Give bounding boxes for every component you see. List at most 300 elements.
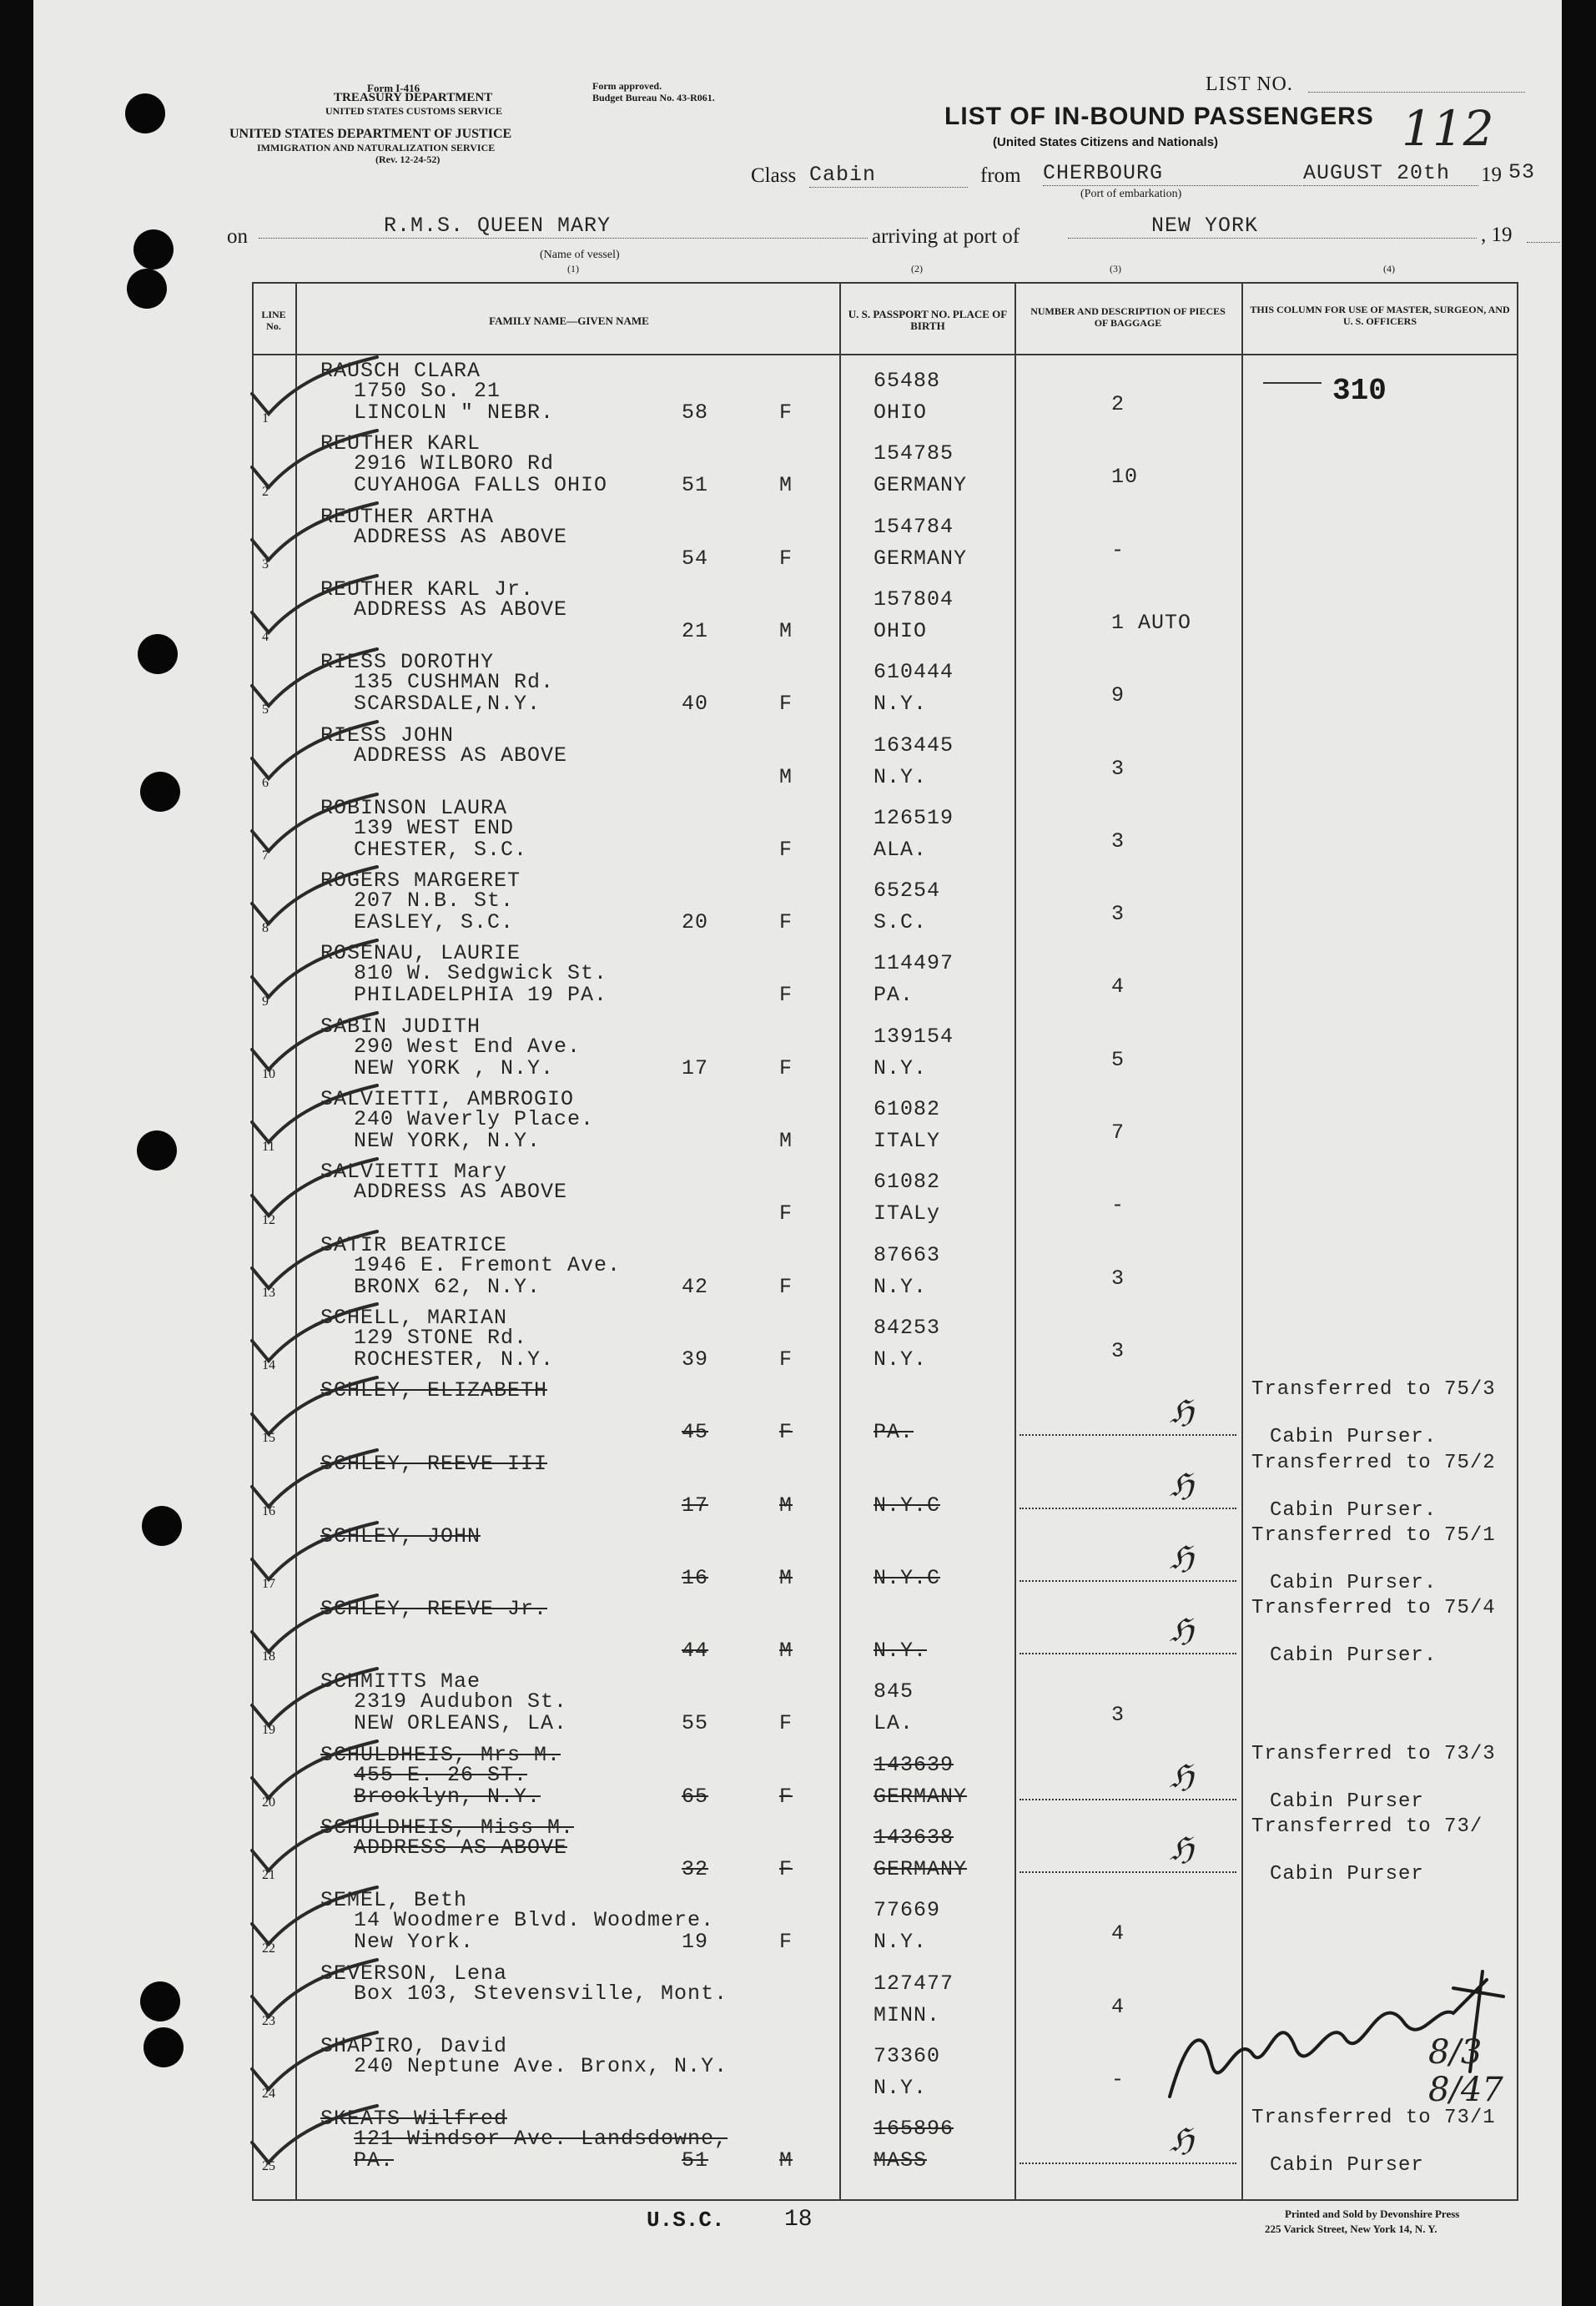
passenger-name: SABIN JUDITH [320, 1014, 481, 1039]
age: 21 [682, 618, 709, 643]
age: 55 [682, 1711, 709, 1736]
sex: F [779, 1347, 793, 1372]
line-number: 18 [262, 1649, 275, 1664]
initials-mark: ℌ [1170, 1757, 1194, 1795]
checkmark-icon [244, 425, 385, 492]
baggage: 3 [1111, 828, 1125, 853]
col4-marker: (4) [1383, 263, 1395, 274]
age: 39 [682, 1347, 709, 1372]
checkmark-icon [244, 1664, 385, 1730]
address-line-1: 290 West End Ave. [354, 1034, 582, 1059]
baggage: 4 [1111, 1921, 1125, 1946]
line-number: 25 [262, 2159, 275, 2174]
checkmark-icon [244, 644, 385, 711]
line-number: 11 [262, 1140, 275, 1155]
passport-number: 61082 [874, 1097, 941, 1121]
baggage: 10 [1111, 465, 1139, 490]
address-line-2: SCARSDALE,N.Y. [354, 692, 541, 717]
passenger-name: SCHULDHEIS, Mrs M. [320, 1742, 561, 1767]
address-line-1: 121 Windsor Ave. Landsdowne, [354, 2127, 728, 2152]
address-line-2: CUYAHOGA FALLS OHIO [354, 473, 608, 498]
on-label: on [227, 225, 248, 248]
date-value: AUGUST 20th [1303, 161, 1478, 186]
sex: F [779, 1420, 793, 1445]
sex: F [779, 1857, 793, 1881]
place-of-birth: N.Y.C [874, 1565, 941, 1590]
sex: F [779, 1711, 793, 1736]
address-line-2: BRONX 62, N.Y. [354, 1274, 541, 1299]
table-row [252, 1597, 1518, 1669]
address-line-1: ADDRESS AS ABOVE [354, 1180, 568, 1205]
place-of-birth: MASS [874, 2148, 928, 2173]
checkmark-icon [244, 2101, 385, 2168]
passenger-name: SALVIETTI Mary [320, 1160, 508, 1185]
passport-number: 114497 [874, 951, 954, 976]
address-line-2: CHESTER, S.C. [354, 837, 528, 862]
printer-line-2: 225 Varick Street, New York 14, N. Y. [1265, 2223, 1437, 2235]
table-row [252, 1452, 1518, 1524]
address-line-1: 135 CUSHMAN Rd. [354, 670, 555, 695]
struck-dotted-line [1020, 1508, 1236, 1509]
class-label: Class [751, 164, 797, 187]
checkmark-icon [244, 1008, 385, 1075]
age: 32 [682, 1857, 709, 1881]
year-prefix: 19 [1481, 164, 1502, 186]
checkmark-icon [244, 1955, 385, 2022]
checkmark-icon [244, 1809, 385, 1876]
line-number: 19 [262, 1722, 275, 1737]
table-row [252, 869, 1518, 941]
passenger-name: SKEATS Wilfred [320, 2107, 508, 2132]
passenger-name: SCHLEY, REEVE III [320, 1451, 548, 1476]
sex: F [779, 1201, 793, 1226]
transfer-note: Transferred to 73/1 [1251, 2107, 1496, 2130]
passenger-name: SHAPIRO, David [320, 2033, 508, 2058]
line-number: 20 [262, 1795, 275, 1810]
place-of-birth: S.C. [874, 910, 928, 935]
struck-dotted-line [1020, 1871, 1236, 1873]
col3-marker: (3) [1110, 263, 1121, 274]
line-number: 24 [262, 2087, 275, 2102]
address-line-2: NEW YORK , N.Y. [354, 1055, 555, 1080]
checkmark-icon [244, 1518, 385, 1584]
place-of-birth: N.Y. [874, 1274, 928, 1299]
sex: M [779, 1565, 793, 1590]
table-row [252, 1015, 1518, 1087]
table-row [252, 1524, 1518, 1597]
checkmark-icon [244, 1590, 385, 1657]
passenger-name: SEVERSON, Lena [320, 1961, 508, 1986]
table-row [252, 1160, 1518, 1232]
purser-note: Cabin Purser. [1270, 1644, 1437, 1668]
passport-number: 165896 [874, 2117, 954, 2142]
passenger-name: SATIR BEATRICE [320, 1232, 508, 1257]
place-of-birth: ITALY [874, 1129, 941, 1153]
table-row [252, 431, 1518, 504]
age: 58 [682, 400, 709, 425]
place-of-birth: OHIO [874, 618, 928, 643]
initials-mark: ℌ [1170, 1466, 1194, 1503]
year-value: 53 [1508, 160, 1536, 184]
table-row [252, 1087, 1518, 1160]
line-number: 3 [262, 556, 269, 571]
initials-mark: ℌ [1170, 2122, 1194, 2159]
place-of-birth: N.Y. [874, 764, 928, 789]
address-line-2: NEW ORLEANS, LA. [354, 1711, 568, 1736]
address-line-1: ADDRESS AS ABOVE [354, 597, 568, 622]
manifest-sheet [33, 0, 1562, 2306]
transfer-note: Transferred to 73/ [1251, 1815, 1483, 1838]
place-of-birth: GERMANY [874, 546, 968, 571]
arrival-port: NEW YORK [1068, 214, 1477, 239]
purser-note: Cabin Purser. [1270, 1498, 1437, 1522]
checkmark-icon [244, 1226, 385, 1293]
baggage: 3 [1111, 756, 1125, 781]
address-line-2: ROCHESTER, N.Y. [354, 1347, 555, 1372]
sex: F [779, 910, 793, 935]
sex: F [779, 546, 793, 571]
line-number: 22 [262, 1941, 275, 1956]
place-of-birth: GERMANY [874, 1784, 968, 1809]
passport-number: 87663 [874, 1242, 941, 1267]
checkmark-icon [244, 1882, 385, 1949]
passenger-name: REUTHER KARL Jr. [320, 576, 535, 602]
baggage: 1 AUTO [1111, 610, 1192, 635]
line-number: 1 [262, 411, 269, 426]
year2-label: , 19 [1481, 224, 1513, 246]
svg-text:8/3: 8/3 [1428, 2033, 1483, 2072]
passport-number: 154784 [874, 514, 954, 539]
address-line-1: 1946 E. Fremont Ave. [354, 1252, 622, 1277]
table-row [252, 1233, 1518, 1306]
list-no-label: LIST NO. [1206, 73, 1293, 95]
purser-note: Cabin Purser. [1270, 1572, 1437, 1595]
address-line-1: 2916 WILBORO Rd [354, 451, 555, 476]
passenger-name: REUTHER KARL [320, 431, 481, 456]
sex: M [779, 618, 793, 643]
passport-number: 139154 [874, 1024, 954, 1049]
address-line-2: LINCOLN " NEBR. [354, 400, 555, 425]
line-number: 17 [262, 1577, 275, 1592]
struck-dotted-line [1020, 2163, 1236, 2164]
sex: F [779, 1274, 793, 1299]
table-row [252, 1815, 1518, 1888]
sex: F [779, 983, 793, 1008]
table-row [252, 1743, 1518, 1815]
sex: M [779, 473, 793, 498]
transfer-note: Transferred to 75/1 [1251, 1523, 1496, 1547]
sex: F [779, 1055, 793, 1080]
passport-number: 65254 [874, 879, 941, 904]
checkmark-icon [244, 935, 385, 1002]
address-line-2: PA. [354, 2148, 395, 2173]
passport-number: 126519 [874, 805, 954, 830]
baggage: 3 [1111, 1266, 1125, 1291]
place-of-birth: GERMANY [874, 473, 968, 498]
age: 44 [682, 1639, 709, 1664]
address-line-1: 129 STONE Rd. [354, 1325, 528, 1350]
sex: M [779, 2148, 793, 2173]
baggage: 4 [1111, 974, 1125, 999]
address-line-1: ADDRESS AS ABOVE [354, 743, 568, 768]
punch-hole [140, 772, 180, 812]
checkmark-icon [244, 1154, 385, 1221]
baggage: - [1111, 1193, 1125, 1218]
passenger-name: ROSENAU, LAURIE [320, 941, 521, 966]
line-number: 21 [262, 1868, 275, 1883]
rev-label: (Rev. 12-24-52) [375, 154, 441, 165]
checkmark-icon [244, 498, 385, 565]
port-embark-note: (Port of embarkation) [1080, 188, 1182, 200]
purser-note: Cabin Purser [1270, 2154, 1424, 2178]
table-row [252, 796, 1518, 869]
vessel-note: (Name of vessel) [540, 249, 620, 261]
passenger-name: SCHMITTS Mae [320, 1669, 481, 1694]
line-number: 10 [262, 1066, 275, 1081]
address-line-1: 455 E. 26 ST. [354, 1762, 528, 1787]
passport-number: 143639 [874, 1752, 954, 1777]
punch-hole [142, 1506, 182, 1546]
sex: M [779, 1639, 793, 1664]
form-number: Form I-416 [367, 82, 420, 94]
struck-dotted-line [1020, 1580, 1236, 1582]
address-line-1: 810 W. Sedgwick St. [354, 961, 608, 986]
col-header-officers: THIS COLUMN FOR USE OF MASTER, SURGEON, AND U. S. OFFICERS [1250, 304, 1510, 327]
punch-hole [143, 2027, 184, 2067]
baggage: 7 [1111, 1120, 1125, 1145]
table-row [252, 723, 1518, 796]
table-row [252, 1888, 1518, 1961]
passenger-name: SCHLEY, ELIZABETH [320, 1378, 548, 1403]
place-of-birth: GERMANY [874, 1857, 968, 1881]
customs-label: UNITED STATES CUSTOMS SERVICE [325, 105, 502, 117]
passenger-name: RAUSCH CLARA [320, 359, 481, 383]
struck-dotted-line [1020, 1799, 1236, 1800]
age: 45 [682, 1420, 709, 1445]
passport-number: 143638 [874, 1825, 954, 1850]
address-line-1: 139 WEST END [354, 815, 515, 840]
age: 42 [682, 1274, 709, 1299]
vessel-col-no: (1) [567, 263, 579, 274]
address-line-1: 1750 So. 21 [354, 379, 501, 403]
place-of-birth: N.Y. [874, 692, 928, 717]
line-number: 2 [262, 484, 269, 499]
table-row [252, 1306, 1518, 1378]
address-line-2: NEW YORK, N.Y. [354, 1129, 541, 1153]
checkmark-icon [244, 1736, 385, 1803]
address-line-1: ADDRESS AS ABOVE [354, 524, 568, 549]
punch-hole [127, 269, 167, 309]
address-line-1: 2319 Audubon St. [354, 1689, 568, 1714]
sex: M [779, 1493, 793, 1518]
svg-text:8/47: 8/47 [1428, 2071, 1503, 2109]
age: 16 [682, 1565, 709, 1590]
passenger-name: ROBINSON LAURA [320, 795, 508, 820]
baggage: - [1111, 2067, 1125, 2092]
table-row [252, 650, 1518, 723]
table-row [252, 1669, 1518, 1742]
baggage: 3 [1111, 1703, 1125, 1728]
passenger-name: RIESS JOHN [320, 723, 455, 748]
age: 17 [682, 1493, 709, 1518]
treasury-label: TREASURY DEPARTMENT [334, 91, 493, 104]
justice-label: UNITED STATES DEPARTMENT OF JUSTICE [229, 127, 512, 141]
place-of-birth: OHIO [874, 400, 928, 425]
passport-number: 77669 [874, 1898, 941, 1923]
passenger-name: RIESS DOROTHY [320, 650, 495, 675]
sex: F [779, 400, 793, 425]
checkmark-icon [244, 717, 385, 783]
baggage: 2 [1111, 392, 1125, 416]
year2-line [1527, 242, 1560, 243]
punch-hole [140, 1981, 180, 2022]
transfer-note: Transferred to 75/3 [1251, 1378, 1496, 1402]
passenger-name: ROGERS MARGERET [320, 869, 521, 894]
passport-number: 73360 [874, 2043, 941, 2068]
place-of-birth: LA. [874, 1711, 914, 1736]
signature-mark [1153, 1955, 1520, 2122]
table-row [252, 577, 1518, 650]
age: 17 [682, 1055, 709, 1080]
sex: M [779, 1129, 793, 1153]
line-number: 23 [262, 2013, 275, 2028]
page-title: LIST OF IN-BOUND PASSENGERS [944, 103, 1374, 130]
checkmark-icon [244, 2027, 385, 2094]
passenger-name: SCHLEY, REEVE Jr. [320, 1597, 548, 1622]
passport-number: 154785 [874, 441, 954, 466]
line-number: 15 [262, 1431, 275, 1446]
age: 51 [682, 473, 709, 498]
line-number: 6 [262, 775, 269, 790]
passenger-name: SCHLEY, JOHN [320, 1523, 481, 1548]
address-line-2: PHILADELPHIA 19 PA. [354, 983, 608, 1008]
place-of-birth: MINN. [874, 2002, 941, 2027]
checkmark-icon [244, 352, 385, 419]
age: 65 [682, 1784, 709, 1809]
place-of-birth: N.Y. [874, 1055, 928, 1080]
table-row [252, 359, 1518, 431]
passenger-name: SCHELL, MARIAN [320, 1305, 508, 1330]
place-of-birth: PA. [874, 1420, 914, 1445]
sex: F [779, 1784, 793, 1809]
checkmark-icon [244, 1080, 385, 1147]
address-line-2: Brooklyn, N.Y. [354, 1784, 541, 1809]
checkmark-icon [244, 571, 385, 637]
baggage: 3 [1111, 1338, 1125, 1363]
place-of-birth: ITALy [874, 1201, 941, 1226]
col-header-line-no: LINE No. [261, 309, 286, 332]
initials-mark: ℌ [1170, 1830, 1194, 1867]
col-header-baggage: NUMBER AND DESCRIPTION OF PIECES OF BAGGAGE [1030, 305, 1226, 329]
col-header-passport: U. S. PASSPORT NO. PLACE OF BIRTH [848, 308, 1008, 332]
baggage: 4 [1111, 1994, 1125, 2019]
address-line-1: Box 103, Stevensville, Mont. [354, 1981, 728, 2006]
age: 40 [682, 692, 709, 717]
address-line-1: ADDRESS AS ABOVE [354, 1835, 568, 1860]
officer-number: 310 [1332, 374, 1387, 408]
baggage: 5 [1111, 1047, 1125, 1072]
subtitle: (United States Citizens and Nationals) [993, 135, 1219, 149]
punch-hole [133, 229, 174, 269]
punch-hole [125, 93, 165, 133]
age: 19 [682, 1930, 709, 1955]
passport-number: 84253 [874, 1315, 941, 1340]
checkmark-icon [244, 1372, 385, 1439]
checkmark-icon [244, 862, 385, 929]
passenger-name: SALVIETTI, AMBROGIO [320, 1087, 575, 1111]
transfer-note: Transferred to 75/4 [1251, 1597, 1496, 1620]
table-row [252, 505, 1518, 577]
from-label: from [980, 164, 1021, 187]
place-of-birth: N.Y. [874, 1930, 928, 1955]
purser-note: Cabin Purser. [1270, 1426, 1437, 1449]
purser-note: Cabin Purser [1270, 1863, 1424, 1886]
passport-number: 61082 [874, 1170, 941, 1195]
struck-dotted-line [1020, 1653, 1236, 1654]
place-of-birth: N.Y. [874, 1639, 928, 1664]
initials-mark: ℌ [1170, 1393, 1194, 1431]
from-value: CHERBOURG [1043, 161, 1301, 186]
col-header-name: FAMILY NAME—GIVEN NAME [489, 315, 649, 327]
passenger-name: SCHULDHEIS, Miss M. [320, 1815, 575, 1840]
address-line-2: New York. [354, 1930, 475, 1955]
arriving-label: arriving at port of [872, 225, 1020, 248]
initials-mark: ℌ [1170, 1612, 1194, 1649]
ins-label: IMMIGRATION AND NATURALIZATION SERVICE [257, 142, 496, 154]
passenger-name: SEMEL, Beth [320, 1888, 468, 1913]
initials-mark: ℌ [1170, 1538, 1194, 1576]
checkmark-icon [244, 789, 385, 856]
checkmark-icon [244, 1299, 385, 1366]
passport-number: 163445 [874, 733, 954, 758]
list-no-line [1308, 92, 1525, 93]
line-number: 13 [262, 1285, 275, 1300]
age: 20 [682, 910, 709, 935]
purser-note: Cabin Purser [1270, 1790, 1424, 1813]
punch-hole [137, 1130, 177, 1171]
address-line-1: 240 Waverly Place. [354, 1107, 595, 1131]
printer-line-1: Printed and Sold by Devonshire Press [1285, 2208, 1460, 2220]
baggage: - [1111, 537, 1125, 562]
transfer-note: Transferred to 73/3 [1251, 1742, 1496, 1765]
baggage: 9 [1111, 683, 1125, 708]
line-number: 5 [262, 702, 269, 717]
place-of-birth: N.Y.C [874, 1493, 941, 1518]
place-of-birth: N.Y. [874, 2075, 928, 2100]
passenger-table [252, 282, 1518, 2201]
line-number: 12 [262, 1212, 275, 1227]
col2-marker: (2) [911, 263, 923, 274]
passenger-name: REUTHER ARTHA [320, 504, 495, 529]
passport-number: 127477 [874, 1971, 954, 1996]
approved-label: Form approved. [592, 80, 662, 92]
place-of-birth: N.Y. [874, 1347, 928, 1372]
age: 51 [682, 2148, 709, 2173]
line-number: 14 [262, 1358, 275, 1373]
passport-number: 610444 [874, 660, 954, 685]
line-number: 9 [262, 994, 269, 1009]
baggage: 3 [1111, 902, 1125, 927]
passport-number: 65488 [874, 369, 941, 393]
sex: M [779, 764, 793, 789]
budget-label: Budget Bureau No. 43-R061. [592, 92, 715, 103]
footer-usc: U.S.C. [647, 2208, 725, 2233]
footer-page-number: 18 [784, 2207, 813, 2233]
punch-hole [138, 634, 178, 674]
address-line-2: EASLEY, S.C. [354, 910, 515, 935]
place-of-birth: PA. [874, 983, 914, 1008]
line-number: 16 [262, 1503, 275, 1518]
